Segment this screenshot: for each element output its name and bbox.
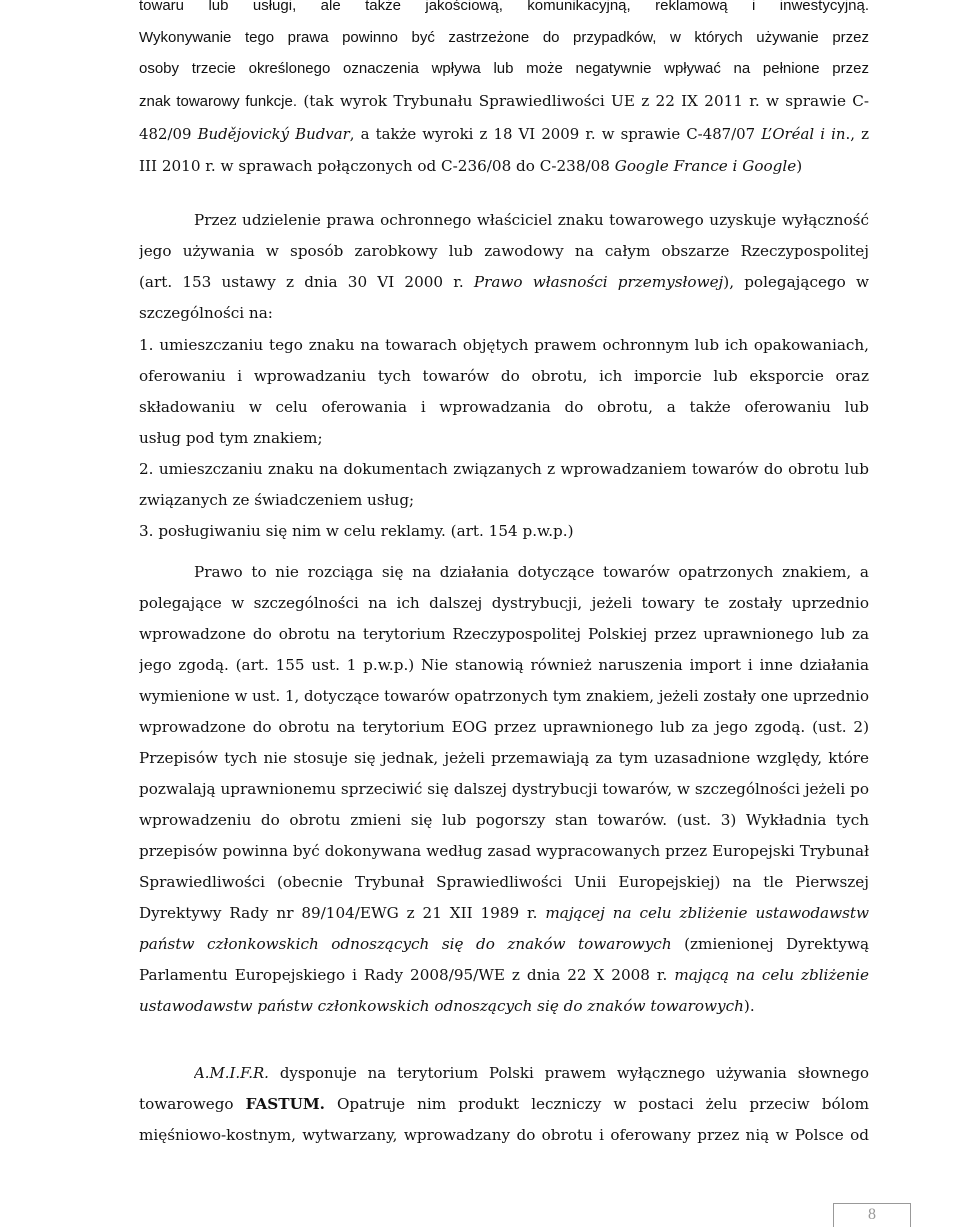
paragraph-line: znak towarowy funkcje. (tak wyrok Trybunału Sprawiedliwości UE z 22 IX 2011 r. w sprawie C-: [139, 92, 869, 110]
paragraph-line: Dyrektywy Rady nr 89/104/EWG z 21 XII 1989 r. mającej na celu zbliżenie ustawodawstw: [139, 904, 869, 922]
list-item: 1. umieszczaniu tego znaku na towarach objętych prawem ochronnym lub ich opakowaniach,: [139, 336, 869, 354]
paragraph-line: pozwalają uprawnionemu sprzeciwić się dalszej dystrybucji towarów, w szczególności jeżeli po: [139, 780, 869, 798]
page-number: 8: [868, 1206, 876, 1223]
list-item-line: usług pod tym znakiem;: [139, 429, 323, 447]
list-item-line: oferowaniu i wprowadzaniu tych towarów do obrotu, ich imporcie lub eksporcie oraz: [139, 367, 869, 385]
paragraph-line: Parlamentu Europejskiego i Rady 2008/95/WE z dnia 22 X 2008 r. mającą na celu zbliżenie: [139, 966, 869, 984]
paragraph-line: osoby trzecie określonego oznaczenia wpływa lub może negatywnie wpływać na pełnione przez: [139, 60, 869, 77]
paragraph-line: wymienione w ust. 1, dotyczące towarów opatrzonych tym znakiem, jeżeli zostały one uprzednio: [139, 687, 869, 705]
paragraph-line: wprowadzeniu do obrotu zmieni się lub pogorszy stan towarów. (ust. 3) Wykładnia tych: [139, 811, 869, 829]
paragraph-line: szczególności na:: [139, 304, 273, 322]
paragraph-line: A.M.I.F.R. dysponuje na terytorium Polski prawem wyłącznego używania słownego: [194, 1064, 869, 1082]
paragraph-line: wprowadzone do obrotu na terytorium Rzeczypospolitej Polskiej przez uprawnionego lub za: [139, 625, 869, 643]
paragraph-line: towaru lub usługi, ale także jakościową, komunikacyjną, reklamową i inwestycyjną.: [139, 0, 869, 14]
list-item-line: związanych ze świadczeniem usług;: [139, 491, 415, 509]
list-item: 2. umieszczaniu znaku na dokumentach związanych z wprowadzaniem towarów do obrotu lub: [139, 460, 869, 478]
paragraph-line: wprowadzone do obrotu na terytorium EOG przez uprawnionego lub za jego zgodą. (ust. 2): [139, 718, 869, 736]
paragraph-line: Wykonywanie tego prawa powinno być zastrzeżone do przypadków, w których używanie przez: [139, 29, 869, 46]
list-item-line: składowaniu w celu oferowania i wprowadzania do obrotu, a także oferowaniu lub: [139, 398, 869, 416]
paragraph-line: Przez udzielenie prawa ochronnego właściciel znaku towarowego uzyskuje wyłączność: [194, 211, 869, 229]
paragraph-line: przepisów powinna być dokonywana według zasad wypracowanych przez Europejski Trybunał: [139, 842, 869, 860]
paragraph-line: (art. 153 ustawy z dnia 30 VI 2000 r. Prawo własności przemysłowej), polegającego w: [139, 273, 869, 291]
list-item: 3. posługiwaniu się nim w celu reklamy. (art. 154 p.w.p.): [139, 522, 574, 540]
paragraph-line: polegające w szczególności na ich dalszej dystrybucji, jeżeli towary te zostały uprzednio: [139, 594, 869, 612]
paragraph-line: jego zgodą. (art. 155 ust. 1 p.w.p.) Nie stanowią również naruszenia import i inne działania: [139, 656, 869, 674]
paragraph-line: Przepisów tych nie stosuje się jednak, jeżeli przemawiają za tym uzasadnione względy, które: [139, 749, 869, 767]
paragraph-line: państw członkowskich odnoszących się do znaków towarowych (zmienionej Dyrektywą: [139, 935, 869, 953]
paragraph-line: III 2010 r. w sprawach połączonych od C-236/08 do C-238/08 Google France i Google): [139, 157, 803, 175]
paragraph-line: Prawo to nie rozciąga się na działania dotyczące towarów opatrzonych znakiem, a: [194, 563, 869, 581]
paragraph-line: Sprawiedliwości (obecnie Trybunał Sprawiedliwości Unii Europejskiej) na tle Pierwszej: [139, 873, 869, 891]
paragraph-line: mięśniowo-kostnym, wytwarzany, wprowadzany do obrotu i oferowany przez nią w Polsce od: [139, 1126, 869, 1144]
paragraph-line: 482/09 Budějovický Budvar, a także wyroki z 18 VI 2009 r. w sprawie C-487/07 L’Oréal i in., z: [139, 125, 869, 143]
paragraph-line: ustawodawstw państw członkowskich odnoszących się do znaków towarowych).: [139, 997, 755, 1015]
paragraph-line: towarowego FASTUM. Opatruje nim produkt leczniczy w postaci żelu przeciw bólom: [139, 1095, 869, 1113]
paragraph-line: jego używania w sposób zarobkowy lub zawodowy na całym obszarze Rzeczypospolitej: [139, 242, 869, 260]
